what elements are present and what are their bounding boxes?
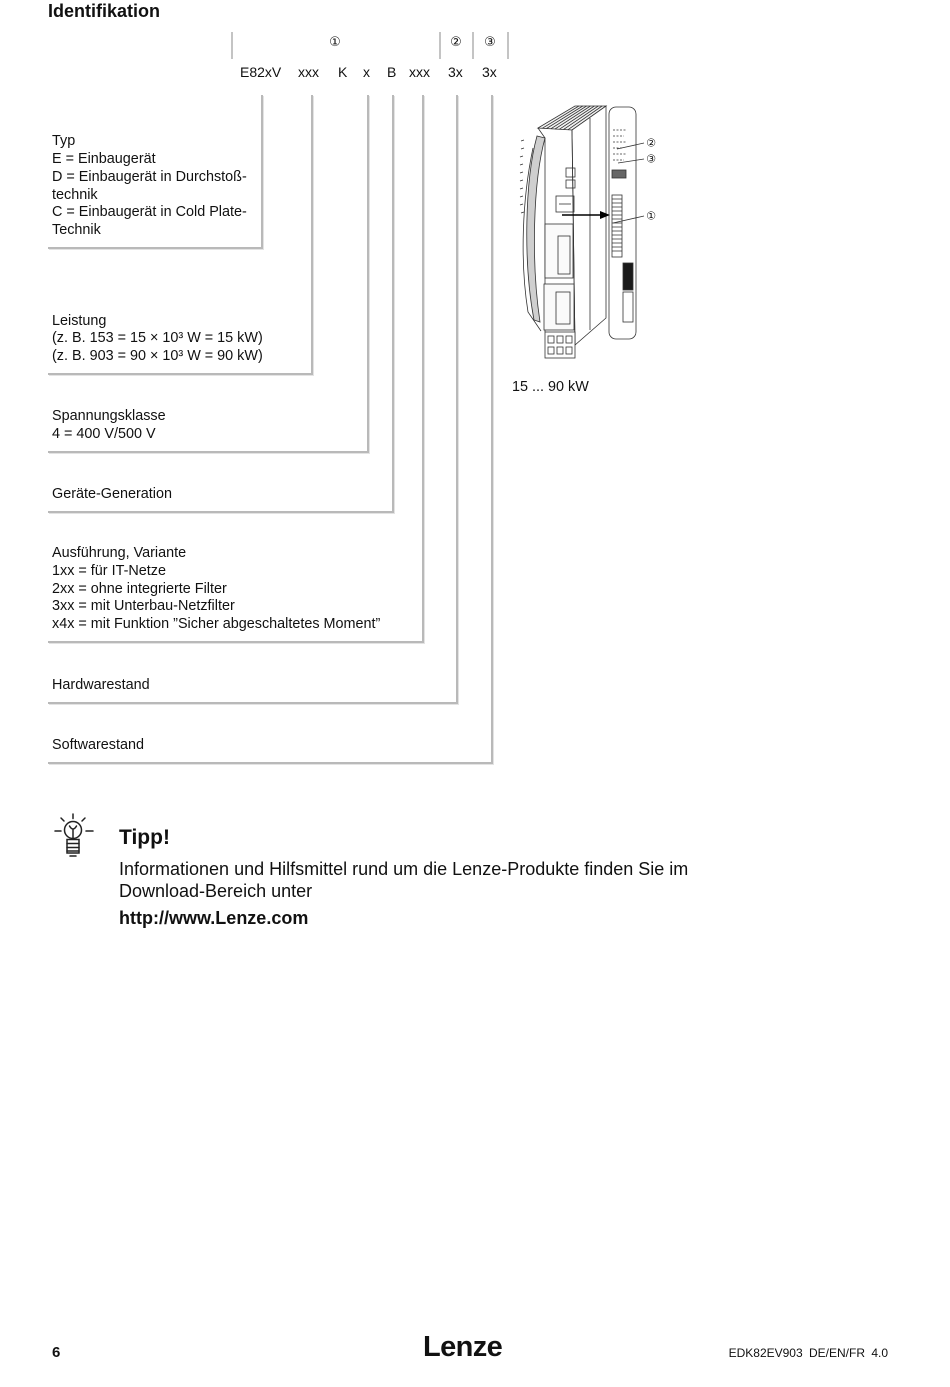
- callout-3: ③: [646, 152, 656, 166]
- tip-text-line: Download-Bereich unter: [119, 881, 313, 901]
- lenze-logo: Lenze: [423, 1331, 503, 1363]
- callout-1: ①: [646, 209, 656, 223]
- field-line: x4x = mit Funktion ”Sicher abgeschaltetes Moment”: [52, 616, 381, 633]
- document-id: EDK82EV903 DE/EN/FR 4.0: [728, 1346, 888, 1360]
- field-hardware-description: [52, 677, 150, 695]
- code-segment-hardware: 3x: [448, 64, 463, 80]
- column-divider: [472, 32, 474, 59]
- field-line: E = Einbaugerät: [52, 151, 156, 168]
- field-line: technik: [52, 186, 98, 203]
- field-line: (z. B. 153 = 15 × 10³ W = 15 kW): [52, 330, 263, 347]
- code-segment-b: B: [387, 64, 397, 80]
- marker-1: ①: [329, 35, 341, 50]
- field-heading: Leistung: [52, 312, 107, 329]
- field-line: 2xx = ohne integrierte Filter: [52, 580, 227, 597]
- code-segment-variant: xxx: [409, 64, 430, 80]
- field-software-description: [52, 737, 144, 755]
- field-heading: Hardwarestand: [52, 677, 150, 694]
- callout-2: ②: [646, 136, 656, 150]
- field-generation-description: [52, 486, 172, 504]
- code-segment-k: K: [338, 64, 348, 80]
- field-line: 3xx = mit Unterbau-Netzfilter: [52, 598, 235, 615]
- code-field-type: [48, 95, 263, 249]
- field-type-description: [52, 133, 247, 240]
- field-heading: Spannungsklasse: [52, 408, 166, 425]
- field-variant-description: [52, 545, 380, 634]
- field-line: C = Einbaugerät in Cold Plate-: [52, 204, 247, 221]
- field-voltage-class-description: [52, 408, 166, 444]
- power-range-label: 15 ... 90 kW: [512, 379, 589, 395]
- code-segment-power: xxx: [298, 64, 319, 80]
- device-illustration: [505, 95, 675, 365]
- code-segment-software: 3x: [482, 64, 497, 80]
- field-line: D = Einbaugerät in Durchstoß-: [52, 168, 247, 185]
- tip-heading: Tipp!: [119, 826, 170, 849]
- lightbulb-icon: [50, 810, 98, 862]
- page-title: Identifikation: [48, 1, 160, 21]
- marker-2: ②: [450, 35, 462, 50]
- column-divider: [231, 32, 233, 59]
- website-link[interactable]: http://www.Lenze.com: [119, 908, 309, 928]
- field-heading: Typ: [52, 133, 76, 150]
- column-divider: [507, 32, 509, 59]
- field-line: 4 = 400 V/500 V: [52, 426, 156, 443]
- field-heading: Ausführung, Variante: [52, 545, 187, 562]
- code-segment-series: E82xV: [240, 64, 282, 80]
- tip-text-line: Informationen und Hilfsmittel rund um die Lenze-Produkte finden Sie im: [119, 859, 689, 879]
- field-line: Technik: [52, 222, 101, 239]
- field-heading: Softwarestand: [52, 737, 144, 754]
- page-number: 6: [52, 1344, 61, 1361]
- marker-3: ③: [484, 35, 496, 50]
- field-line: (z. B. 903 = 90 × 10³ W = 90 kW): [52, 348, 263, 365]
- field-heading: Geräte-Generation: [52, 486, 172, 503]
- column-divider: [439, 32, 441, 59]
- code-segment-voltage: x: [363, 64, 370, 80]
- field-line: 1xx = für IT-Netze: [52, 562, 166, 579]
- field-power-description: [52, 313, 263, 366]
